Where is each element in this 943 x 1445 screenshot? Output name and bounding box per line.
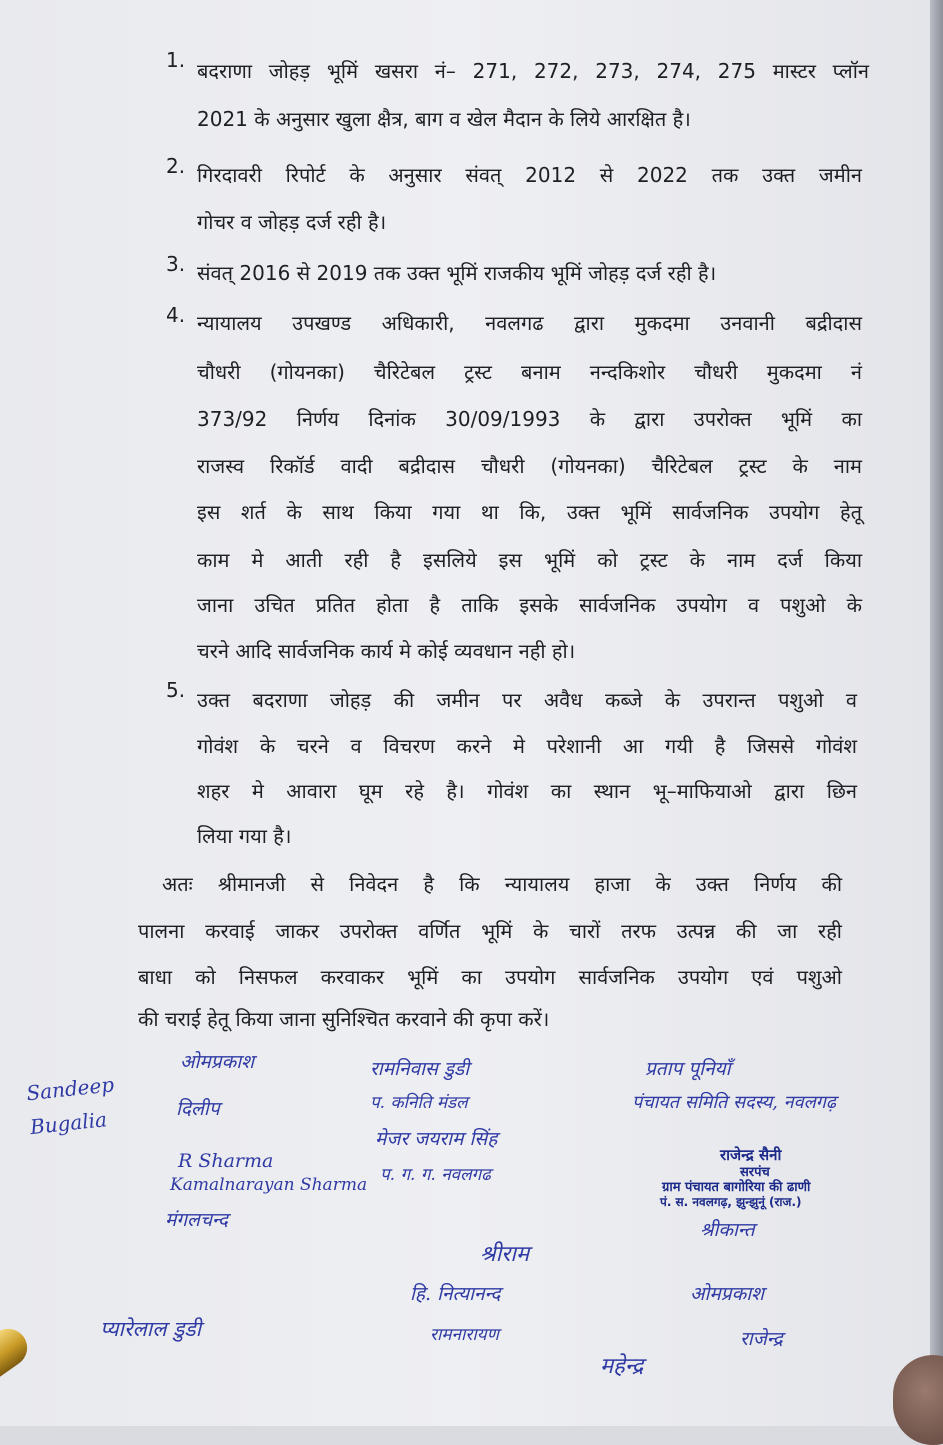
item-line: चौधरी (गोयनका) चैरिटेबल ट्रस्ट बनाम नन्दकिशोर चौधरी मुकदमा नं <box>197 360 862 384</box>
item-number: 3. <box>166 252 186 276</box>
signature: मंगलचन्द <box>165 1209 228 1231</box>
item-line: लिया गया है। <box>197 824 292 848</box>
item-line: गोचर व जोहड़ दर्ज रही है। <box>197 210 387 234</box>
stamp-title: सरपंच <box>740 1165 770 1180</box>
item-number: 5. <box>166 678 186 702</box>
signature: Kamalnarayan Sharma <box>170 1175 368 1195</box>
stamp-name: राजेन्द्र सैनी <box>720 1146 782 1164</box>
request-line: की चराई हेतू किया जाना सुनिश्चित करवाने की कृपा करें। <box>138 1007 550 1031</box>
stamp-district: पं. स. नवलगढ़, झुन्झुनूं (राज.) <box>660 1195 802 1209</box>
item-line: संवत् 2016 से 2019 तक उक्त भूमिं राजकीय भूमिं जोहड़ दर्ज रही है। <box>197 261 717 285</box>
signature: प्यारेलाल डुडी <box>100 1317 202 1341</box>
item-number: 1. <box>166 48 186 72</box>
signature: रामनारायण <box>430 1325 499 1345</box>
item-line: जाना उचित प्रतित होता है ताकि इसके सार्वजनिक उपयोग व पशुओ के <box>197 593 862 617</box>
signature: ओमप्रकाश <box>180 1051 255 1073</box>
signature: प्रताप पूनियाँ <box>645 1058 731 1080</box>
stamp-office: ग्राम पंचायत बागोरिया की ढाणी <box>662 1180 811 1195</box>
signature: मेजर जयराम सिंह <box>375 1128 498 1150</box>
item-line: उक्त बदराणा जोहड़ की जमीन पर अवैध कब्जे के उपरान्त पशुओ व <box>197 688 857 712</box>
item-line: काम मे आती रही है इसलिये इस भूमिं को ट्रस्ट के नाम दर्ज किया <box>197 548 862 572</box>
item-number: 4. <box>166 303 186 327</box>
item-line: चरने आदि सार्वजनिक कार्य मे कोई व्यवधान नही हो। <box>197 639 576 663</box>
item-line: राजस्व रिकॉर्ड वादी बद्रीदास चौधरी (गोयनका) चैरिटेबल ट्रस्ट के नाम <box>197 454 862 478</box>
signature: प. कनिति मंडल <box>370 1093 468 1113</box>
signature: रामनिवास डुडी <box>370 1058 470 1080</box>
request-line: अतः श्रीमानजी से निवेदन है कि न्यायालय हाजा के उक्त निर्णय की <box>162 872 842 896</box>
signature: R Sharma <box>178 1150 274 1172</box>
signature: श्रीराम <box>480 1242 530 1267</box>
signature: महेन्द्र <box>600 1354 644 1379</box>
signature: श्रीकान्त <box>700 1219 755 1241</box>
signature: Sandeep Bugalia <box>25 1072 116 1140</box>
request-line: पालना करवाई जाकर उपरोक्त वर्णित भूमिं के चारों तरफ उत्पन्न की जा रही <box>138 919 842 943</box>
signature: हि. नित्यानन्द <box>410 1283 501 1305</box>
item-line: 373/92 निर्णय दिनांक 30/09/1993 के द्वारा उपरोक्त भूमिं का <box>197 407 862 431</box>
request-line: बाधा को निसफल करवाकर भूमिं का उपयोग सार्वजनिक उपयोग एवं पशुओ <box>138 965 842 989</box>
signature: पंचायत समिति सदस्य, नवलगढ़ <box>632 1092 837 1113</box>
item-line: शहर मे आवारा घूम रहे है। गोवंश का स्थान भू–माफियाओ द्वारा छिन <box>197 779 857 803</box>
item-line: इस शर्त के साथ किया गया था कि, उक्त भूमिं सार्वजनिक उपयोग हेतू <box>197 500 862 524</box>
item-line: न्यायालय उपखण्ड अधिकारी, नवलगढ द्वारा मुकदमा उनवानी बद्रीदास <box>197 311 862 335</box>
signature: दिलीप <box>176 1098 220 1120</box>
item-line: गिरदावरी रिपोर्ट के अनुसार संवत् 2012 से 2022 तक उक्त जमीन <box>197 163 862 187</box>
signature: ओमप्रकाश <box>690 1283 765 1305</box>
item-number: 2. <box>166 154 186 178</box>
item-line: 2021 के अनुसार खुला क्षैत्र, बाग व खेल मैदान के लिये आरक्षित है। <box>197 107 691 131</box>
item-line: बदराणा जोहड़ भूमिं खसरा नं– 271, 272, 273, 274, 275 मास्टर प्लॉन <box>197 59 869 83</box>
item-line: गोवंश के चरने व विचरण करने मे परेशानी आ गयी है जिससे गोवंश <box>197 734 857 758</box>
signature: राजेन्द्र <box>740 1328 783 1350</box>
page-edge-shadow <box>930 0 943 1426</box>
signature: प. ग. ग. नवलगढ <box>380 1165 491 1185</box>
